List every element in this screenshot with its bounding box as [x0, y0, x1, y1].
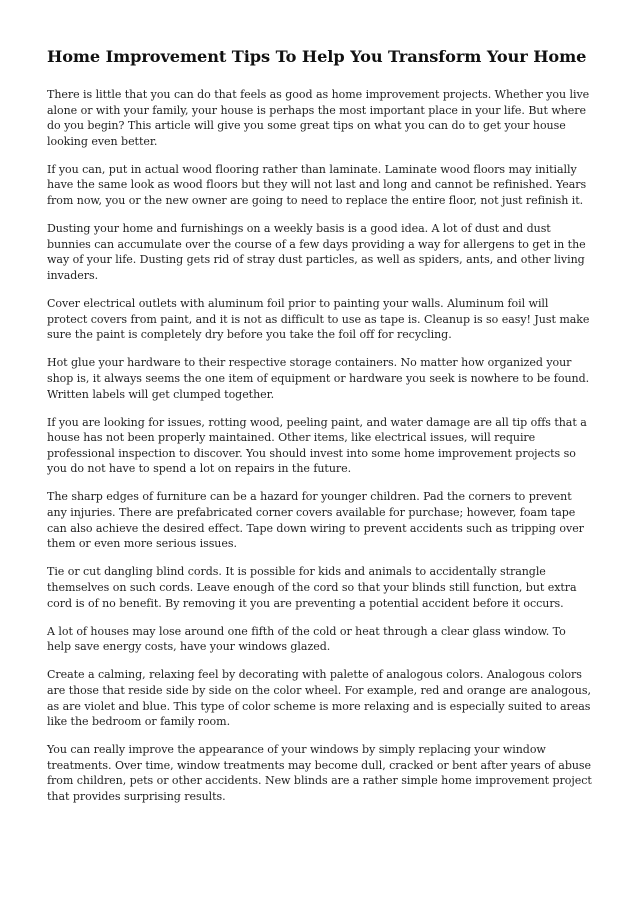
document-page	[47, 46, 592, 817]
paragraph-electrical-outlets: Cover electrical outlets with aluminum foil prior to painting your walls. Aluminum foil will protect covers from paint, and it is not as difficult to use as tape is. Cleanup is so easy! Just make sure the paint is completely dry before you take the foil off for recycling.	[47, 297, 590, 342]
paragraph-maintenance-issues: If you are looking for issues, rotting wood, peeling paint, and water damage are all tip offs that a house has not been properly maintained. Other items, like electrical issues, will require professional inspection to discover. You should invest into some home improvement projects so you do not have to spend a lot on repairs in the future.	[47, 415, 587, 476]
paragraph-dusting: Dusting your home and furnishings on a weekly basis is a good idea. A lot of dust and dust bunnies can accumulate over the course of a few days providing a way for allergens to get in the way of your life. Dusting gets rid of stray dust particles, as well as spiders, ants, and other living invaders.	[47, 222, 586, 282]
paragraph-analogous-colors: Create a calming, relaxing feel by decorating with palette of analogous colors. Analogous colors are those that reside side by side on the color wheel. For example, red and orange are analogous, as are violet and blue. This type of color scheme is more relaxing and is especially suited to areas like the bedroom or family room.	[47, 668, 591, 729]
page-title: Home Improvement Tips To Help You Transform Your Home	[47, 47, 587, 66]
paragraph-blind-cords: Tie or cut dangling blind cords. It is possible for kids and animals to accidentally strangle themselves on such cords. Leave enough of the cord so that your blinds still function, but extra cord is of no benefit. By removing it you are preventing a potential accident before it occurs.	[47, 565, 577, 610]
paragraph-window-treatments: You can really improve the appearance of your windows by simply replacing your window treatments. Over time, window treatments may become dull, cracked or bent after years of abuse from children, pets or other accidents. New blinds are a rather simple home improvement project that provides surprising results.	[47, 743, 592, 803]
paragraph-window-glazing: A lot of houses may lose around one fifth of the cold or heat through a clear glass window. To help save energy costs, have your windows glazed.	[47, 624, 566, 654]
paragraph-hot-glue-hardware: Hot glue your hardware to their respective storage containers. No matter how organized your shop is, it always seems the one item of equipment or hardware you seek is nowhere to be found. Written labels will get clumped together.	[47, 356, 590, 401]
paragraph-wood-flooring: If you can, put in actual wood flooring rather than laminate. Laminate wood floors may initially have the same look as wood floors but they will not last and long and cannot be refinished. Years from now, you or the new owner are going to need to replace the entire floor, not just refinish it.	[47, 162, 587, 208]
paragraph-furniture-edges: The sharp edges of furniture can be a hazard for younger children. Pad the corners to prevent any injuries. There are prefabricated corner covers available for purchase; however, foam tape can also achieve the desired effect. Tape down wiring to prevent accidents such as tripping over them or even more serious issues.	[47, 490, 584, 551]
paragraph-intro: There is little that you can do that feels as good as home improvement projects. Whether you live alone or with your family, your house is perhaps the most important place in your life. But where do you begin? This article will give you some great tips on what you can do to get your house looking even better.	[47, 88, 590, 148]
